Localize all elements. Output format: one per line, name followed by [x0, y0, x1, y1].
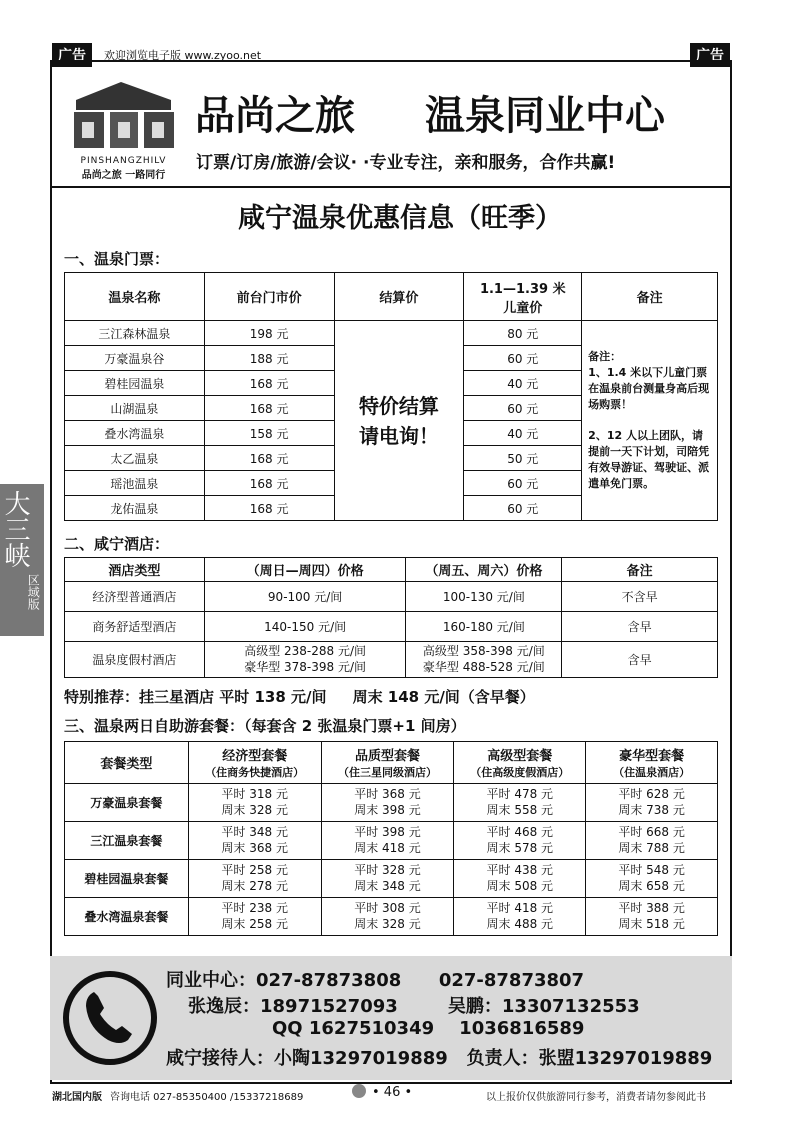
package-price: 平时 238 元 周末 258 元 [188, 898, 321, 936]
hotel-note: 含早 [562, 642, 718, 678]
hotel-header: （周日—周四）价格 [204, 558, 406, 582]
package-header-sub: （住商务快捷酒店） [205, 766, 305, 779]
brand-center: 温泉同业中心 [425, 93, 665, 139]
weekday-price: 高级型 238-288 元/间 豪华型 378-398 元/间 [204, 642, 406, 678]
hotel-header: （周五、周六）价格 [406, 558, 562, 582]
special-recommend: 特别推荐：挂三星酒店 平时 138 元/间 周末 148 元/间（含早餐） [64, 688, 535, 706]
brand-name: 品尚之旅 [195, 92, 355, 139]
side-region-tab [0, 484, 44, 636]
page-title: 咸宁温泉优惠信息（旺季） [238, 203, 562, 234]
package-name: 三江温泉套餐 [65, 822, 189, 860]
front-price: 168 元 [204, 471, 334, 496]
side-tab-big: 大三峡 [0, 490, 30, 568]
child-price: 60 元 [464, 496, 582, 521]
footer-right: 以上报价仅供旅游同行参考，消费者请勿参阅此书 [486, 1092, 706, 1103]
ticket-header: 结算价 [334, 273, 464, 321]
hotel-type: 经济型普通酒店 [65, 582, 205, 612]
footer-phone: 咨询电话 027-85350400 /15337218689 [110, 1092, 304, 1103]
contact-line-1: 同业中心：027-87873808 027-87873807 [166, 970, 585, 991]
hotel-note: 不含早 [562, 582, 718, 612]
spring-name: 山湖温泉 [65, 396, 205, 421]
package-price: 平时 258 元 周末 278 元 [188, 860, 321, 898]
table-row [65, 860, 718, 898]
contact-line-3: QQ 1627510349 1036816589 [272, 1018, 585, 1039]
page-marker-icon [352, 1084, 366, 1098]
hotel-table [64, 557, 718, 678]
table-row [65, 784, 718, 822]
package-name: 万豪温泉套餐 [65, 784, 189, 822]
ticket-notes: 备注： 1、1.4 米以下儿童门票在温泉前台测量身高后现场购票！ 2、12 人以上团队，请提前一天下计划，司陪凭有效导游证、驾驶证、派遣单免门票。 [582, 321, 718, 521]
spring-name: 三江森林温泉 [65, 321, 205, 346]
weekday-price: 90-100 元/间 [204, 582, 406, 612]
package-price: 平时 438 元 周末 508 元 [454, 860, 586, 898]
spring-name: 龙佑温泉 [65, 496, 205, 521]
phone-icon [62, 970, 158, 1066]
logo [66, 80, 181, 180]
table-row [65, 321, 718, 346]
page-number: • 46 • [372, 1085, 413, 1100]
package-header-title: 豪华型套餐 [619, 749, 685, 764]
package-header-title: 经济型套餐 [222, 749, 288, 764]
package-header [321, 742, 454, 784]
front-price: 168 元 [204, 496, 334, 521]
package-header-sub: （住温泉酒店） [613, 766, 691, 779]
ticket-header: 前台门市价 [204, 273, 334, 321]
spring-name: 碧桂园温泉 [65, 371, 205, 396]
hotel-note: 含早 [562, 612, 718, 642]
header-divider [50, 186, 732, 188]
front-price: 158 元 [204, 421, 334, 446]
logo-slogan: 品尚之旅 一路同行 [81, 170, 166, 181]
contact-line-2: 张逸辰：18971527093 吴鹏：13307132553 [188, 996, 640, 1017]
package-name: 碧桂园温泉套餐 [65, 860, 189, 898]
services-line: 订票/订房/旅游/会议· ·专业专注，亲和服务，合作共赢! [196, 153, 616, 173]
contact-line-4: 咸宁接待人：小陶13297019889 负责人：张盟13297019889 [166, 1048, 713, 1069]
weekend-price: 高级型 358-398 元/间 豪华型 488-528 元/间 [406, 642, 562, 678]
table-row [65, 582, 718, 612]
hotel-type: 商务舒适型酒店 [65, 612, 205, 642]
package-name: 叠水湾温泉套餐 [65, 898, 189, 936]
child-price: 60 元 [464, 346, 582, 371]
package-header-title: 套餐类型 [100, 757, 153, 772]
section3-heading: 三、温泉两日自助游套餐：（每套含 2 张温泉门票+1 间房） [64, 717, 466, 735]
weekday-price: 140-150 元/间 [204, 612, 406, 642]
package-header-title: 高级型套餐 [487, 749, 553, 764]
side-tab-small: 区域版 [26, 574, 41, 610]
package-price: 平时 388 元 周末 518 元 [586, 898, 718, 936]
package-price: 平时 468 元 周末 578 元 [454, 822, 586, 860]
package-price: 平时 418 元 周末 488 元 [454, 898, 586, 936]
table-row [65, 822, 718, 860]
spring-name: 万豪温泉谷 [65, 346, 205, 371]
front-price: 188 元 [204, 346, 334, 371]
section2-heading: 二、咸宁酒店： [64, 535, 170, 553]
special-settlement: 特价结算 请电询！ [334, 321, 464, 521]
contact-block [50, 956, 732, 1080]
package-header-row [65, 742, 718, 784]
package-header-sub: （住三星同级酒店） [337, 766, 437, 779]
ticket-header: 温泉名称 [65, 273, 205, 321]
package-table [64, 741, 718, 936]
building-logo-icon [66, 80, 181, 152]
package-header [454, 742, 586, 784]
table-row [65, 898, 718, 936]
package-header [65, 742, 189, 784]
hotel-header: 酒店类型 [65, 558, 205, 582]
package-price: 平时 478 元 周末 558 元 [454, 784, 586, 822]
child-price: 40 元 [464, 421, 582, 446]
front-price: 168 元 [204, 446, 334, 471]
child-price: 60 元 [464, 471, 582, 496]
child-price: 80 元 [464, 321, 582, 346]
ad-label-left: 广告 [52, 43, 92, 67]
package-price: 平时 668 元 周末 788 元 [586, 822, 718, 860]
child-price: 40 元 [464, 371, 582, 396]
ticket-header: 1.1—1.39 米 儿童价 [464, 273, 582, 321]
ticket-table [64, 272, 718, 521]
logo-pinyin: PINSHANGZHILV [80, 156, 167, 166]
package-price: 平时 308 元 周末 328 元 [321, 898, 454, 936]
package-header [188, 742, 321, 784]
package-price: 平时 628 元 周末 738 元 [586, 784, 718, 822]
package-header [586, 742, 718, 784]
package-price: 平时 368 元 周末 398 元 [321, 784, 454, 822]
front-price: 168 元 [204, 371, 334, 396]
ticket-header: 备注 [582, 273, 718, 321]
section1-heading: 一、温泉门票： [64, 250, 170, 268]
child-price: 50 元 [464, 446, 582, 471]
package-price: 平时 328 元 周末 348 元 [321, 860, 454, 898]
weekend-price: 100-130 元/间 [406, 582, 562, 612]
hotel-header-row [65, 558, 718, 582]
package-price: 平时 548 元 周末 658 元 [586, 860, 718, 898]
package-price: 平时 318 元 周末 328 元 [188, 784, 321, 822]
table-row [65, 642, 718, 678]
site-text: 欢迎浏览电子版 www.zyoo.net [104, 49, 262, 62]
spring-name: 叠水湾温泉 [65, 421, 205, 446]
footer-left: 湖北国内版 [52, 1092, 102, 1103]
weekend-price: 160-180 元/间 [406, 612, 562, 642]
front-price: 168 元 [204, 396, 334, 421]
table-row [65, 612, 718, 642]
ticket-header-row [65, 273, 718, 321]
package-header-sub: （住高级度假酒店） [470, 766, 570, 779]
package-header-title: 品质型套餐 [354, 749, 420, 764]
hotel-header: 备注 [562, 558, 718, 582]
front-price: 198 元 [204, 321, 334, 346]
package-price: 平时 398 元 周末 418 元 [321, 822, 454, 860]
hotel-type: 温泉度假村酒店 [65, 642, 205, 678]
child-price: 60 元 [464, 396, 582, 421]
spring-name: 太乙温泉 [65, 446, 205, 471]
spring-name: 瑶池温泉 [65, 471, 205, 496]
package-price: 平时 348 元 周末 368 元 [188, 822, 321, 860]
ad-label-right: 广告 [690, 43, 730, 67]
